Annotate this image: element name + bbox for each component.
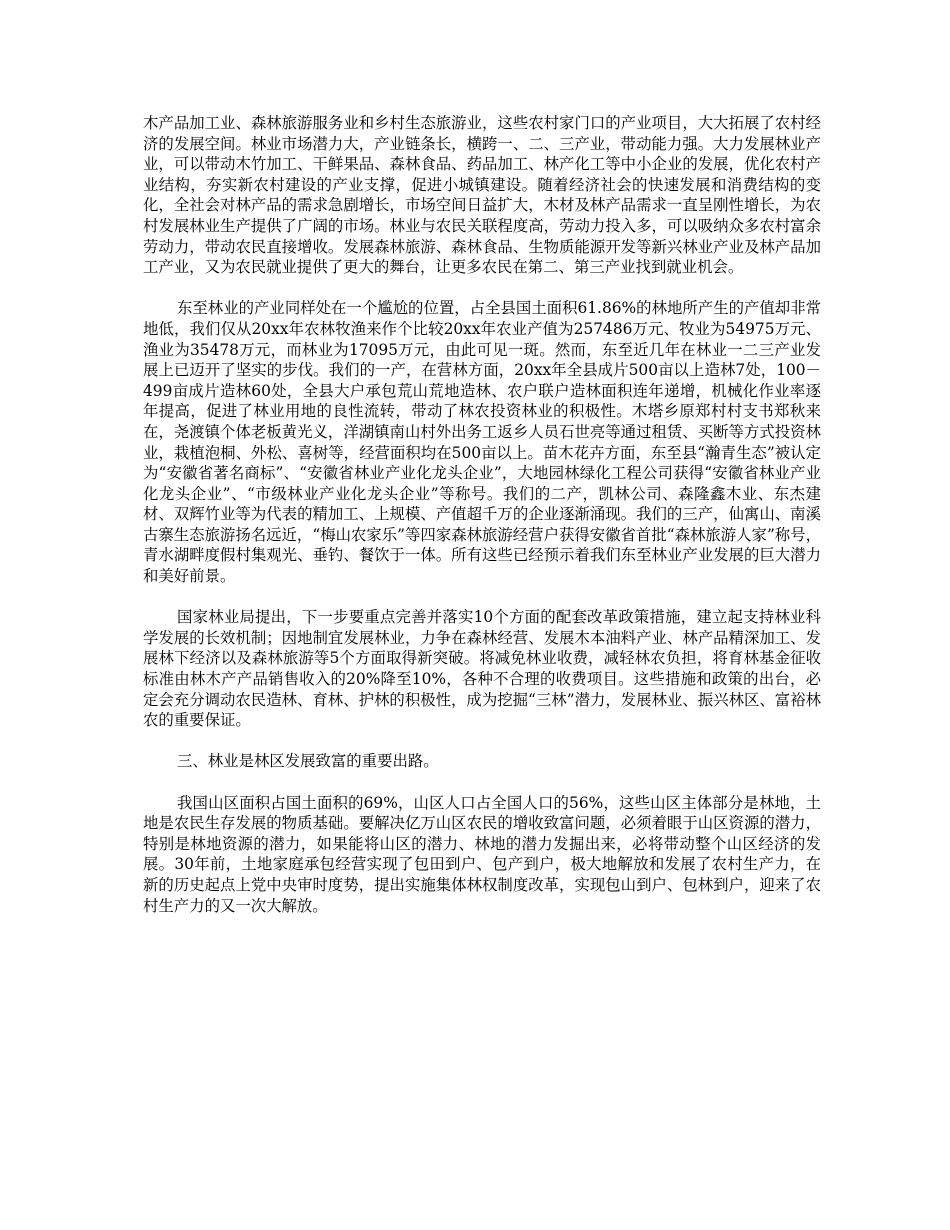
paragraph-mountain-areas: 我国山区面积占国土面积的69%，山区人口占全国人口的56%，这些山区主体部分是林地，土地是农民生存发展的物质基础。要解决亿万山区农民的增收致富问题，必须着眼于山区资源的潜力，特别是林地资源的潜力，如果能将山区的潜力、林地的潜力发掘出来，必将带动整个山区经济的发展。30年前，土地家庭承包经营实现了包田到户、包产到户，极大地解放和发展了农村生产力，在新的历史起点上党中央审时度势，提出实施集体林权制度改革，实现包山到户、包林到户，迎来了农村生产力的又一次大解放。 — [143, 793, 821, 915]
section-heading-3: 三、林业是林区发展致富的重要出路。 — [177, 752, 439, 771]
paragraph-dongzhi-forestry-industry: 东至林业的产业同样处在一个尴尬的位置，占全县国土面积61.86%的林地所产生的产值却非常地低，我们仅从20xx年农林牧渔来作个比较20xx年农业产值为257486万元、牧业为54975万元、渔业为35478万元，而林业为17095万元，由此可见一斑。然而，东至近几年在林业一二三产业发展上已迈开了坚实的步伐。我们的一产，在营林方面，20xx年全县成片500亩以上造林7处，100－499亩成片造林60处，全县大户承包荒山荒地造林、农户联户造林面积连年递增，机械化作业率逐年提高，促进了林业用地的良性流转，带动了林农投资林业的积极性。木塔乡原郑村村支书郑秋来在，尧渡镇个体老板黄光义，洋湖镇南山村外出务工返乡人员石世亮等通过租赁、买断等方式投资林业，栽植泡桐、外松、喜树等，经营面积均在500亩以上。苗木花卉方面，东至县“瀚青生态”被认定为“安徽省著名商标”、“安徽省林业产业化龙头企业”，大地园林绿化工程公司获得“安徽省林业产业化龙头企业”、“市级林业产业化龙头企业”等称号。我们的二产，凯林公司、森隆鑫木业、东杰建材、双辉竹业等为代表的精加工、上规模、产值超千万的企业逐渐涌现。我们的三产，仙寓山、南溪古寨生态旅游扬名远近，“梅山农家乐”等四家森林旅游经营户获得安徽省首批“森林旅游人家”称号，青水湖畔度假村集观光、垂钓、餐饮于一体。所有这些已经预示着我们东至林业产业发展的巨大潜力和美好前景。 — [143, 299, 821, 586]
document-body — [143, 113, 821, 916]
paragraph-national-forestry-policy: 国家林业局提出，下一步要重点完善并落实10个方面的配套改革政策措施，建立起支持林业科学发展的长效机制；因地制宜发展林业，力争在森林经营、发展木本油料产业、林产品精深加工、发展林下经济以及森林旅游等5个方面取得新突破。将减免林业收费，减轻林农负担，将育林基金征收标准由林木产产品销售收入的20%降至10%，各种不合理的收费项目。这些措施和政策的出台，必定会充分调动农民造林、育林、护林的积极性，成为挖掘“三林”潜力，发展林业、振兴林区、富裕林农的重要保证。 — [143, 608, 821, 730]
paragraph-forestry-industry-benefits: 木产品加工业、森林旅游服务业和乡村生态旅游业，这些农村家门口的产业项目，大大拓展了农村经济的发展空间。林业市场潜力大，产业链条长，横跨一、二、三产业，带动能力强。大力发展林业产业，可以带动木竹加工、干鲜果品、森林食品、药品加工、林产化工等中小企业的发展，优化农村产业结构，夯实新农村建设的产业支撑，促进小城镇建设。随着经济社会的快速发展和消费结构的变化，全社会对林产品的需求急剧增长，市场空间日益扩大，木材及林产品需求一直呈刚性增长，为农村发展林业生产提供了广阔的市场。林业与农民关联程度高，劳动力投入多，可以吸纳众多农村富余劳动力，带动农民直接增收。发展森林旅游、森林食品、生物质能源开发等新兴林业产业及林产品加工产业，又为农民就业提供了更大的舞台，让更多农民在第二、第三产业找到就业机会。 — [143, 114, 821, 277]
